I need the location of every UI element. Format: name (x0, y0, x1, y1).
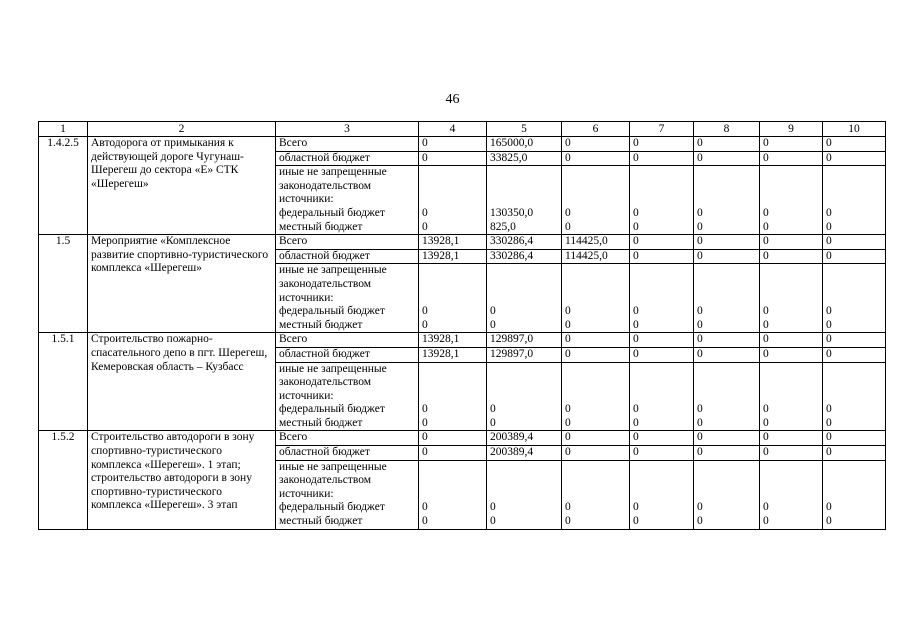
column-number: 4 (419, 122, 487, 137)
amount-value: 0 (633, 416, 639, 429)
column-number: 3 (276, 122, 419, 137)
amount-value: 0 (422, 416, 428, 429)
amount-value: 0 (697, 318, 703, 331)
amount-value: 0 (697, 206, 703, 219)
amount-cell (487, 166, 562, 235)
amount-cell: 0 (760, 137, 823, 152)
amount-cell: 0 (694, 431, 760, 446)
amount-value: 0 (565, 515, 571, 528)
budget-table (38, 121, 886, 530)
amount-cell (823, 264, 886, 333)
funding-source-label: областной бюджет (276, 249, 419, 264)
amount-cell: 0 (760, 446, 823, 461)
amount-value: 0 (490, 305, 496, 318)
amount-cell: 0 (562, 347, 630, 362)
funding-source-label: Всего (276, 137, 419, 152)
amount-cell: 0 (823, 235, 886, 250)
amount-cell (562, 264, 630, 333)
amount-cell: 129897,0 (487, 333, 562, 348)
amount-cell: 0 (694, 151, 760, 166)
funding-source-label: федеральный бюджет (279, 501, 385, 514)
amount-cell: 0 (562, 446, 630, 461)
amount-cell: 13928,1 (419, 333, 487, 348)
amount-cell: 33825,0 (487, 151, 562, 166)
amount-value: 0 (565, 318, 571, 331)
amount-cell (630, 460, 694, 529)
amount-value: 0 (490, 403, 496, 416)
amount-cell: 0 (760, 347, 823, 362)
amount-cell: 0 (823, 151, 886, 166)
amount-cell (630, 362, 694, 431)
amount-cell: 0 (823, 333, 886, 348)
amount-value: 0 (633, 515, 639, 528)
amount-cell (694, 362, 760, 431)
amount-value: 0 (697, 416, 703, 429)
funding-source-label: областной бюджет (276, 151, 419, 166)
amount-cell: 0 (694, 235, 760, 250)
row-code: 1.5.1 (39, 333, 88, 431)
amount-cell: 0 (630, 347, 694, 362)
row-name: Мероприятие «Комплексное развитие спортивно-туристического комплекса «Шерегеш» (88, 235, 276, 333)
amount-value: 0 (826, 220, 832, 233)
funding-source-group (276, 166, 419, 235)
amount-value: 0 (763, 501, 769, 514)
amount-cell: 0 (823, 347, 886, 362)
amount-value: 0 (422, 403, 428, 416)
amount-value: 0 (826, 501, 832, 514)
funding-source-label: иные не запрещенные законодательством источники: (279, 166, 387, 206)
amount-cell (562, 460, 630, 529)
row-name: Строительство пожарно-спасательного депо в пгт. Шерегеш, Кемеровская область – Кузбасс (88, 333, 276, 431)
amount-cell: 0 (630, 137, 694, 152)
amount-value: 0 (763, 318, 769, 331)
funding-source-label: федеральный бюджет (279, 305, 385, 318)
row-name: Автодорога от примыкания к действующей дороге Чугунаш-Шерегеш до сектора «Е» СТК «Шерегеш» (88, 137, 276, 235)
amount-cell (630, 166, 694, 235)
amount-value: 0 (565, 305, 571, 318)
amount-value: 0 (633, 206, 639, 219)
amount-cell: 0 (760, 431, 823, 446)
amount-cell (694, 166, 760, 235)
amount-cell: 0 (419, 137, 487, 152)
amount-cell: 0 (630, 446, 694, 461)
funding-source-label: федеральный бюджет (279, 206, 385, 219)
amount-cell (630, 264, 694, 333)
amount-cell: 0 (823, 431, 886, 446)
amount-cell: 0 (694, 137, 760, 152)
amount-cell: 13928,1 (419, 235, 487, 250)
amount-value: 0 (826, 318, 832, 331)
funding-source-label: Всего (276, 235, 419, 250)
amount-cell: 330286,4 (487, 249, 562, 264)
amount-value: 0 (826, 206, 832, 219)
table-row (39, 137, 886, 152)
amount-cell: 0 (823, 446, 886, 461)
table-body (39, 122, 886, 530)
amount-cell (419, 362, 487, 431)
amount-value: 0 (633, 220, 639, 233)
row-name: Строительство автодороги в зону спортивно-туристического комплекса «Шерегеш». 1 этап; строительство автодороги в зону спортивно-туристического комплекса «Шерегеш». 3 этап (88, 431, 276, 529)
table-row (39, 431, 886, 446)
amount-cell: 114425,0 (562, 249, 630, 264)
amount-cell: 0 (630, 151, 694, 166)
amount-cell: 200389,4 (487, 446, 562, 461)
amount-value: 130350,0 (490, 206, 534, 219)
amount-value: 0 (422, 206, 428, 219)
amount-cell: 0 (562, 431, 630, 446)
amount-cell (694, 264, 760, 333)
column-number: 7 (630, 122, 694, 137)
funding-source-label: областной бюджет (276, 347, 419, 362)
amount-cell: 0 (694, 249, 760, 264)
amount-value: 0 (763, 305, 769, 318)
funding-source-group (276, 362, 419, 431)
column-number: 1 (39, 122, 88, 137)
amount-cell: 0 (694, 347, 760, 362)
amount-value: 0 (422, 501, 428, 514)
amount-cell: 0 (694, 333, 760, 348)
funding-source-label: областной бюджет (276, 446, 419, 461)
amount-cell: 0 (630, 333, 694, 348)
amount-cell (760, 460, 823, 529)
amount-cell: 330286,4 (487, 235, 562, 250)
amount-cell: 114425,0 (562, 235, 630, 250)
amount-cell: 0 (630, 431, 694, 446)
amount-cell: 0 (630, 235, 694, 250)
column-number: 10 (823, 122, 886, 137)
funding-source-label: местный бюджет (279, 416, 363, 429)
funding-source-label: местный бюджет (279, 515, 363, 528)
funding-source-label: иные не запрещенные законодательством источники: (279, 460, 387, 500)
page-number: 46 (445, 92, 460, 107)
amount-cell: 0 (823, 137, 886, 152)
funding-source-group (276, 264, 419, 333)
amount-value: 0 (633, 318, 639, 331)
amount-cell: 0 (694, 446, 760, 461)
amount-cell: 0 (760, 249, 823, 264)
funding-source-label: Всего (276, 333, 419, 348)
column-number: 5 (487, 122, 562, 137)
amount-cell (487, 264, 562, 333)
funding-source-label: иные не запрещенные законодательством источники: (279, 264, 387, 304)
amount-cell (760, 362, 823, 431)
amount-value: 0 (565, 206, 571, 219)
amount-cell: 0 (823, 249, 886, 264)
funding-source-group (276, 460, 419, 529)
amount-cell: 0 (562, 137, 630, 152)
amount-value: 0 (633, 501, 639, 514)
amount-cell (419, 460, 487, 529)
amount-value: 0 (565, 403, 571, 416)
amount-value: 0 (697, 220, 703, 233)
amount-value: 0 (697, 501, 703, 514)
amount-cell: 0 (760, 151, 823, 166)
amount-cell: 0 (760, 333, 823, 348)
amount-cell (823, 362, 886, 431)
amount-value: 0 (490, 416, 496, 429)
amount-cell (562, 362, 630, 431)
amount-value: 0 (422, 515, 428, 528)
amount-value: 0 (697, 403, 703, 416)
amount-cell (760, 166, 823, 235)
funding-source-label: местный бюджет (279, 318, 363, 331)
amount-cell: 0 (419, 151, 487, 166)
amount-cell (823, 460, 886, 529)
amount-value: 0 (826, 416, 832, 429)
amount-value: 0 (826, 305, 832, 318)
amount-cell: 165000,0 (487, 137, 562, 152)
amount-value: 0 (490, 501, 496, 514)
amount-value: 0 (763, 403, 769, 416)
amount-cell (419, 166, 487, 235)
amount-cell: 200389,4 (487, 431, 562, 446)
column-number: 2 (88, 122, 276, 137)
amount-cell (562, 166, 630, 235)
amount-cell: 0 (562, 333, 630, 348)
amount-cell: 0 (419, 431, 487, 446)
amount-value: 0 (565, 501, 571, 514)
amount-cell: 129897,0 (487, 347, 562, 362)
amount-cell (487, 362, 562, 431)
amount-value: 0 (633, 403, 639, 416)
amount-value: 0 (826, 403, 832, 416)
table-row (39, 235, 886, 250)
amount-value: 0 (633, 305, 639, 318)
row-code: 1.4.2.5 (39, 137, 88, 235)
amount-value: 0 (763, 515, 769, 528)
amount-value: 0 (565, 416, 571, 429)
amount-cell: 0 (630, 249, 694, 264)
row-code: 1.5 (39, 235, 88, 333)
funding-source-label: местный бюджет (279, 220, 363, 233)
amount-value: 825,0 (490, 220, 516, 233)
row-code: 1.5.2 (39, 431, 88, 529)
amount-value: 0 (490, 515, 496, 528)
funding-source-label: федеральный бюджет (279, 403, 385, 416)
amount-value: 0 (763, 220, 769, 233)
amount-value: 0 (763, 416, 769, 429)
column-number: 6 (562, 122, 630, 137)
amount-value: 0 (763, 206, 769, 219)
amount-cell (694, 460, 760, 529)
amount-value: 0 (490, 318, 496, 331)
amount-cell (823, 166, 886, 235)
amount-cell: 0 (562, 151, 630, 166)
amount-cell: 0 (760, 235, 823, 250)
amount-value: 0 (697, 305, 703, 318)
amount-cell (419, 264, 487, 333)
column-number-row (39, 122, 886, 137)
amount-cell (487, 460, 562, 529)
amount-value: 0 (422, 318, 428, 331)
amount-cell: 0 (419, 446, 487, 461)
amount-value: 0 (422, 305, 428, 318)
table-row (39, 333, 886, 348)
amount-value: 0 (697, 515, 703, 528)
amount-value: 0 (826, 515, 832, 528)
amount-cell: 13928,1 (419, 347, 487, 362)
funding-source-label: иные не запрещенные законодательством источники: (279, 362, 387, 402)
amount-value: 0 (422, 220, 428, 233)
column-number: 8 (694, 122, 760, 137)
amount-value: 0 (565, 220, 571, 233)
amount-cell: 13928,1 (419, 249, 487, 264)
amount-cell (760, 264, 823, 333)
funding-source-label: Всего (276, 431, 419, 446)
column-number: 9 (760, 122, 823, 137)
